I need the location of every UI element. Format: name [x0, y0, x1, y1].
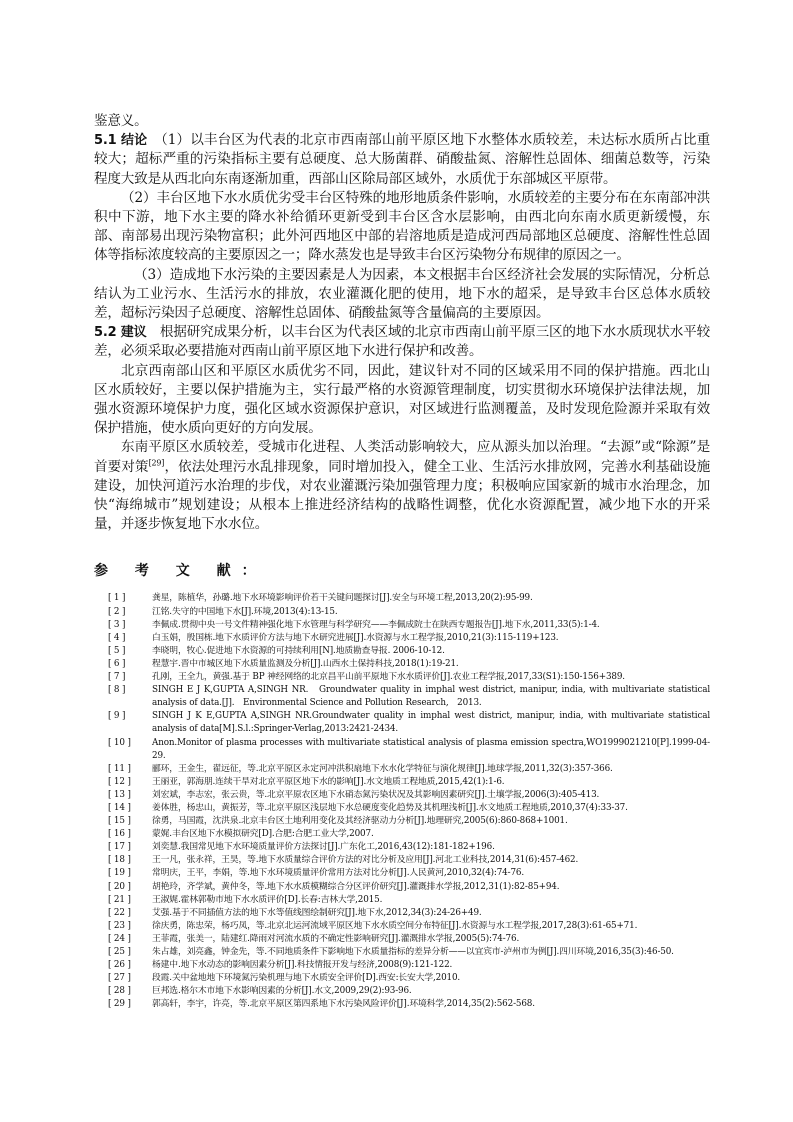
reference-text: 姜体胜，杨忠山，黄振芳，等.北京平原区浅层地下水总硬度变化趋势及其机理浅析[J].水文地质工程地质,2010,37(4):33-37.	[152, 802, 628, 813]
reference-text: 段霞.关中盆地地下环境氮污染机理与地下水质安全评价[D].西安:长安大学,2010.	[152, 973, 461, 984]
reference-number: [ 12 ]	[108, 776, 131, 787]
reference-number: [ 10 ]	[108, 737, 131, 748]
reference-item	[108, 789, 710, 802]
reference-number: [ 25 ]	[108, 947, 131, 957]
reference-text: 蒙娓.丰台区地下水模拟研究[D].合肥:合肥工业大学,2007.	[152, 829, 374, 840]
reference-number: [ 15 ]	[108, 816, 131, 827]
reference-item	[108, 946, 710, 959]
reference-item	[108, 684, 710, 710]
reference-number: [ 1 ]	[108, 593, 126, 604]
reference-text: 巨邦选.格尔木市地下水影响因素的分析[J].水文,2009,29(2):93-96.	[152, 986, 412, 997]
reference-number: [ 9 ]	[108, 711, 126, 722]
reference-number: [ 22 ]	[108, 907, 131, 918]
reference-item	[108, 776, 710, 789]
reference-text: 王丽亚，郭海朋.连续干旱对北京平原区地下水的影响[J].水文地质工程地质,2015,42(1):1-6.	[152, 776, 505, 787]
reference-item	[108, 658, 710, 671]
reference-item	[108, 815, 710, 828]
reference-number: [ 5 ]	[108, 645, 126, 656]
reference-item	[108, 920, 710, 933]
reference-number: [ 23 ]	[108, 920, 131, 931]
reference-number: [ 27 ]	[108, 973, 131, 984]
reference-item	[108, 894, 710, 907]
reference-text: 白玉娟，殷国栋.地下水质评价方法与地下水研究进展[J].水资源与水工程学报,2010,21(3):115-119+123.	[152, 632, 559, 643]
reference-number: [ 8 ]	[108, 685, 126, 696]
paragraph-continuation: 鉴意义。	[94, 113, 148, 129]
reference-item	[108, 737, 710, 763]
reference-item	[108, 972, 710, 985]
conclusion-text-1: （1）以丰台区为代表的北京市西南部山前平原区地下水整体水质较差，未达标水质所占比重较大；超标严重的污染指标主要有总硬度、总大肠菌群、硝酸盐氮、溶解性总固体、细菌总数等，污染程度大致是从西北向东南逐渐加重，西部山区除局部区域外，水质优于东部城区平原带。	[94, 132, 710, 187]
reference-number: [ 26 ]	[108, 960, 131, 971]
reference-text: 朱占雄，刘亮鑫，钟金先，等.不同地质条件下影响地下水质量指标的差异分析——以宜宾市-泸州市为例[J].四川环境,2016,35(3):46-50.	[152, 947, 674, 957]
reference-number: [ 16 ]	[108, 829, 131, 840]
reference-item	[108, 881, 710, 894]
suggestion-text-3b: ，依法处理污水乱排现象，同时增加投入，健全工业、生活污水排放网，完善水利基础设施建设，加快河道污水治理的步伐，对农业灌溉污染加强管理力度；积极响应国家新的城市水治理念，加快“海绵城市”规划建设；从根本上推进经济结构的战略性调整，优化水资源配置，减少地下水的开采量，并逐步恢复地下水水位。	[94, 458, 711, 533]
reference-item	[108, 763, 710, 776]
reference-number: [ 6 ]	[108, 658, 126, 669]
reference-text: 艾强.基于不同插值方法的地下水等值线图绘制研究[J].地下水,2012,34(3):24-26+49.	[152, 907, 482, 918]
suggestion-text-1: 根据研究成果分析，以丰台区为代表区域的北京市西南山前平原三区的地下水水质现状水平较差，必须采取必要措施对西南山前平原区地下水进行保护和改善。	[94, 324, 710, 360]
reference-text: 郦环，王金生，翟远征，等.北京平原区永定河冲洪积扇地下水水化学特征与演化规律[J].地球学报,2011,32(3):357-366.	[152, 763, 613, 774]
reference-text: 李晓明，牧心.促进地下水资源的可持续利用[N].地质勘查导报. 2006-10-12.	[152, 645, 445, 656]
reference-item	[108, 619, 710, 632]
page-content	[94, 112, 710, 1011]
reference-item	[108, 998, 710, 1011]
citation-superscript: [29]	[148, 458, 165, 468]
reference-item	[108, 854, 710, 867]
reference-text: 刘奕慧.我国常见地下水环境质量评价方法探讨[J].广东化工,2016,43(12):181-182+196.	[152, 842, 495, 853]
reference-number: [ 14 ]	[108, 802, 131, 813]
conclusion-paragraph-1	[94, 131, 710, 189]
suggestion-paragraph-2: 北京西南部山区和平原区水质优劣不同，因此，建议针对不同的区域采用不同的保护措施。西北山区水质较好，主要以保护措施为主，实行最严格的水资源管理制度，切实贯彻水环境保护法律法规，加强水资源环境保护力度，强化区域水资源保护意识，对区域进行监测覆盖，及时发现危险源并采取有效保护措施，使水质向更好的方向发展。	[94, 362, 710, 437]
section-heading-suggestion: 5.2 建议	[94, 325, 147, 341]
reference-text: 刘宏斌，李志宏，张云贵，等.北京平原农区地下水硝态氮污染状况及其影响因素研究[J].土壤学报,2006(3):405-413.	[152, 789, 600, 800]
suggestion-text-3a: 东南平原区水质较差，受城市化进程、人类活动影响较大，应从源头加以治理。“去源”或“除源”是首要对策	[94, 439, 710, 475]
reference-item	[108, 802, 710, 815]
reference-item	[108, 933, 710, 946]
reference-number: [ 18 ]	[108, 855, 131, 866]
reference-text: 龚星，陈植华，孙璐.地下水环境影响评价若干关键问题探讨[J].安全与环境工程,2013,20(2):95-99.	[152, 593, 533, 604]
reference-item	[108, 592, 710, 605]
conclusion-paragraph-3: （3）造成地下水污染的主要因素是人为因素，本文根据丰台区经济社会发展的实际情况，分析总结认为工业污水、生活污水的排放，农业灌溉化肥的使用，地下水的超采，是导致丰台区总体水质较差，超标污染因子总硬度、溶解性总固体、硝酸盐氮等含量偏高的主要原因。	[94, 266, 710, 322]
reference-item	[108, 671, 710, 684]
reference-number: [ 19 ]	[108, 868, 131, 879]
reference-number: [ 20 ]	[108, 881, 131, 892]
reference-text: 王菲霞，张美一，陆建红.降雨对河流水质的不确定性影响研究[J].灌溉排水学报,2005(5):74-76.	[152, 933, 520, 944]
reference-text: 孔刚，王全九，黄强.基于 BP 神经网络的北京昌平山前平原地下水水质评价[J].农业工程学报,2017,33(S1):150-156+389.	[152, 672, 625, 683]
reference-item	[108, 867, 710, 880]
reference-text: SINGH J K E,GUPTA A,SINGH NR.Groundwater quality in imphal west district, manipur, india, with multivariate statistical analysis of data[M].S.l.:Springer-Verlag,2013:2421-2434.	[152, 711, 710, 735]
reference-text: 李佩成.贯彻中央一号文件精神强化地下水管理与科学研究——李佩成院士在陕西专题报告[J].地下水,2011,33(5):1-4.	[152, 619, 600, 630]
section-heading-conclusion: 5.1 结论	[94, 133, 148, 149]
reference-number: [ 2 ]	[108, 606, 126, 617]
reference-item	[108, 907, 710, 920]
reference-text: SINGH E J K,GUPTA A,SINGH NR. Groundwater quality in imphal west district, manipur, india, with multivariate statistical analysis of data.[J]. Environmental Science and Pollution Research, 2013.	[152, 685, 710, 709]
reference-number: [ 29 ]	[108, 999, 131, 1010]
reference-text: 杨建中.地下水动态的影响因素分析[J].科技情报开发与经济,2008(9):121-122.	[152, 960, 453, 971]
reference-text: 徐勇，马国霞，沈洪泉.北京丰台区土地利用变化及其经济驱动力分析[J].地理研究,2005(6):860-868+1001.	[152, 816, 568, 827]
reference-item	[108, 841, 710, 854]
reference-text: 徐庆勇，陈忠荣，杨巧凤，等.北京北运河流域平原区地下水水质空间分布特征[J].水资源与水工程学报,2017,28(3):61-65+71.	[152, 920, 638, 931]
reference-item	[108, 645, 710, 658]
suggestion-paragraph-3	[94, 438, 710, 534]
reference-list	[94, 592, 710, 1011]
reference-number: [ 4 ]	[108, 632, 126, 643]
reference-text: Anon.Monitor of plasma processes with multivariate statistical analysis of plasma emission spectra,WO1999021210[P].1999-04-29.	[152, 737, 710, 761]
reference-item	[108, 632, 710, 645]
reference-number: [ 21 ]	[108, 894, 131, 905]
reference-number: [ 3 ]	[108, 619, 126, 630]
reference-text: 胡艳玲，齐学斌，黄仲冬，等.地下水水质模糊综合分区评价研究[J].灌溉排水学报,2012,31(1):82-85+94.	[152, 881, 560, 892]
reference-number: [ 24 ]	[108, 933, 131, 944]
reference-text: 程慧宇.晋中市城区地下水质量监测及分析[J].山西水土保持科技,2018(1):19-21.	[152, 658, 459, 669]
suggestion-paragraph-1	[94, 323, 710, 361]
reference-item	[108, 828, 710, 841]
references-heading: 参 考 文 献：	[94, 563, 267, 580]
reference-text: 郭高轩，李宇，许亮，等.北京平原区第四系地下水污染风险评价[J].环境科学,2014,35(2):562-568.	[152, 999, 535, 1010]
reference-item	[108, 985, 710, 998]
reference-number: [ 28 ]	[108, 986, 131, 997]
reference-number: [ 17 ]	[108, 842, 131, 853]
reference-item	[108, 959, 710, 972]
reference-number: [ 13 ]	[108, 789, 131, 800]
reference-item	[108, 606, 710, 619]
reference-text: 王一凡，张永祥，王昊，等.地下水质量综合评价方法的对比分析及应用[J].河北工业科技,2014,31(6):457-462.	[152, 855, 579, 866]
reference-number: [ 7 ]	[108, 672, 126, 683]
reference-text: 王淑娓.霍林郭勒市地下水水质评价[D].长春:吉林大学,2015.	[152, 894, 383, 905]
reference-number: [ 11 ]	[108, 763, 131, 774]
conclusion-paragraph-2: （2）丰台区地下水水质优劣受丰台区特殊的地形地质条件影响，水质较差的主要分布在东南部冲洪积中下游，地下水主要的降水补给循环更新受到丰台区含水层影响，由西北向东南水质更新缓慢，东部、南部易出现污染物富积；此外河西地区中部的岩溶地质是造成河西局部地区总硬度、溶解性性总固体等指标浓度较高的主要原因之一；降水蒸发也是导致丰台区污染物分布规律的原因之一。	[94, 189, 710, 264]
reference-item	[108, 710, 710, 736]
reference-text: 江铭.失守的中国地下水[J].环境,2013(4):13-15.	[152, 606, 338, 617]
reference-text: 常明庆，王平，李娟，等.地下水环境质量评价常用方法对比分析[J].人民黄河,2010,32(4):74-76.	[152, 868, 524, 879]
